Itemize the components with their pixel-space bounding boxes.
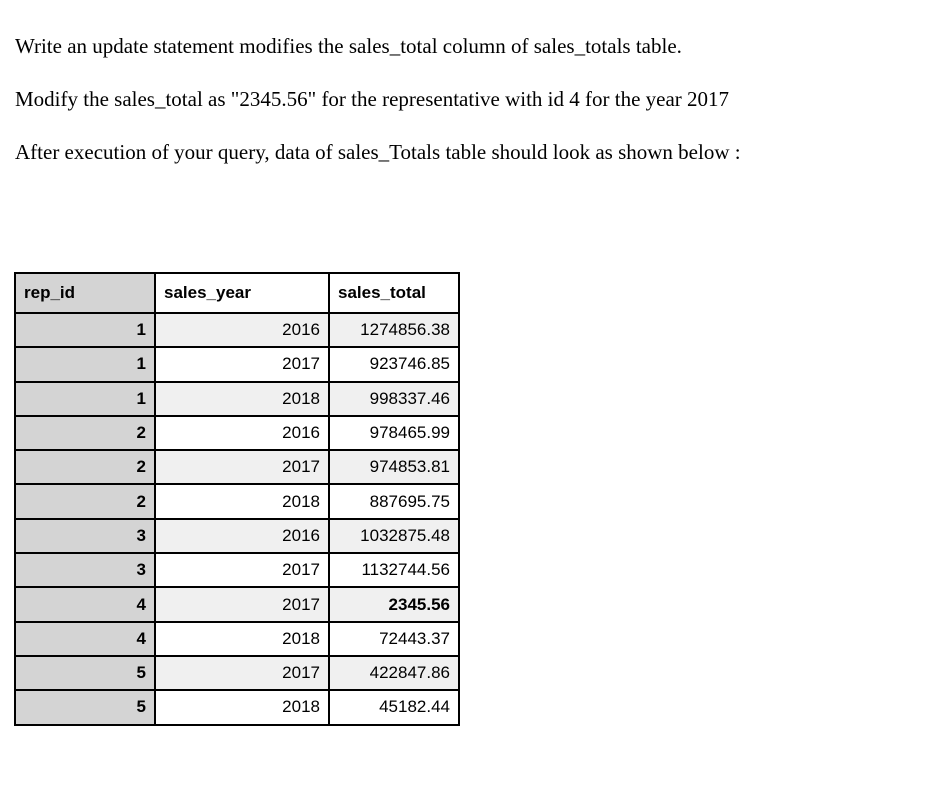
table-row <box>15 347 459 381</box>
cell-sales-total: 887695.75 <box>329 484 459 518</box>
cell-sales-year: 2016 <box>155 313 329 347</box>
cell-sales-total: 72443.37 <box>329 622 459 656</box>
cell-sales-year: 2018 <box>155 484 329 518</box>
table-body <box>15 313 459 725</box>
cell-rep-id: 4 <box>15 587 155 621</box>
column-header-sales-total: sales_total <box>329 273 459 313</box>
cell-rep-id: 2 <box>15 416 155 450</box>
cell-sales-total: 974853.81 <box>329 450 459 484</box>
table-row <box>15 416 459 450</box>
cell-rep-id: 2 <box>15 484 155 518</box>
cell-rep-id: 1 <box>15 313 155 347</box>
table-row <box>15 382 459 416</box>
instruction-line-1: Write an update statement modifies the sales_total column of sales_totals table. <box>15 34 682 58</box>
cell-rep-id: 3 <box>15 519 155 553</box>
cell-rep-id: 5 <box>15 656 155 690</box>
table-row <box>15 622 459 656</box>
table-row <box>15 656 459 690</box>
sales-totals-table <box>14 272 460 726</box>
table-header-row <box>15 273 459 313</box>
cell-rep-id: 1 <box>15 347 155 381</box>
cell-sales-total: 978465.99 <box>329 416 459 450</box>
cell-rep-id: 2 <box>15 450 155 484</box>
instruction-line-3: After execution of your query, data of sales_Totals table should look as shown below : <box>15 140 741 164</box>
column-header-sales-year: sales_year <box>155 273 329 313</box>
table-row <box>15 690 459 724</box>
cell-rep-id: 3 <box>15 553 155 587</box>
cell-sales-year: 2018 <box>155 382 329 416</box>
cell-rep-id: 5 <box>15 690 155 724</box>
cell-sales-total: 1274856.38 <box>329 313 459 347</box>
instruction-line-2: Modify the sales_total as "2345.56" for the representative with id 4 for the year 2017 <box>15 87 730 111</box>
table-row <box>15 553 459 587</box>
table-row <box>15 519 459 553</box>
cell-sales-year: 2017 <box>155 347 329 381</box>
table-row <box>15 313 459 347</box>
cell-sales-year: 2017 <box>155 553 329 587</box>
cell-sales-total: 2345.56 <box>329 587 459 621</box>
cell-sales-total: 923746.85 <box>329 347 459 381</box>
cell-sales-year: 2018 <box>155 690 329 724</box>
cell-sales-total: 45182.44 <box>329 690 459 724</box>
table-row <box>15 450 459 484</box>
cell-sales-total: 998337.46 <box>329 382 459 416</box>
cell-sales-total: 422847.86 <box>329 656 459 690</box>
cell-sales-year: 2017 <box>155 587 329 621</box>
cell-sales-year: 2016 <box>155 519 329 553</box>
cell-sales-total: 1032875.48 <box>329 519 459 553</box>
table-row <box>15 484 459 518</box>
cell-rep-id: 1 <box>15 382 155 416</box>
cell-sales-year: 2018 <box>155 622 329 656</box>
column-header-rep-id: rep_id <box>15 273 155 313</box>
cell-sales-year: 2017 <box>155 450 329 484</box>
table-row <box>15 587 459 621</box>
cell-sales-year: 2017 <box>155 656 329 690</box>
cell-sales-year: 2016 <box>155 416 329 450</box>
cell-sales-total: 1132744.56 <box>329 553 459 587</box>
cell-rep-id: 4 <box>15 622 155 656</box>
